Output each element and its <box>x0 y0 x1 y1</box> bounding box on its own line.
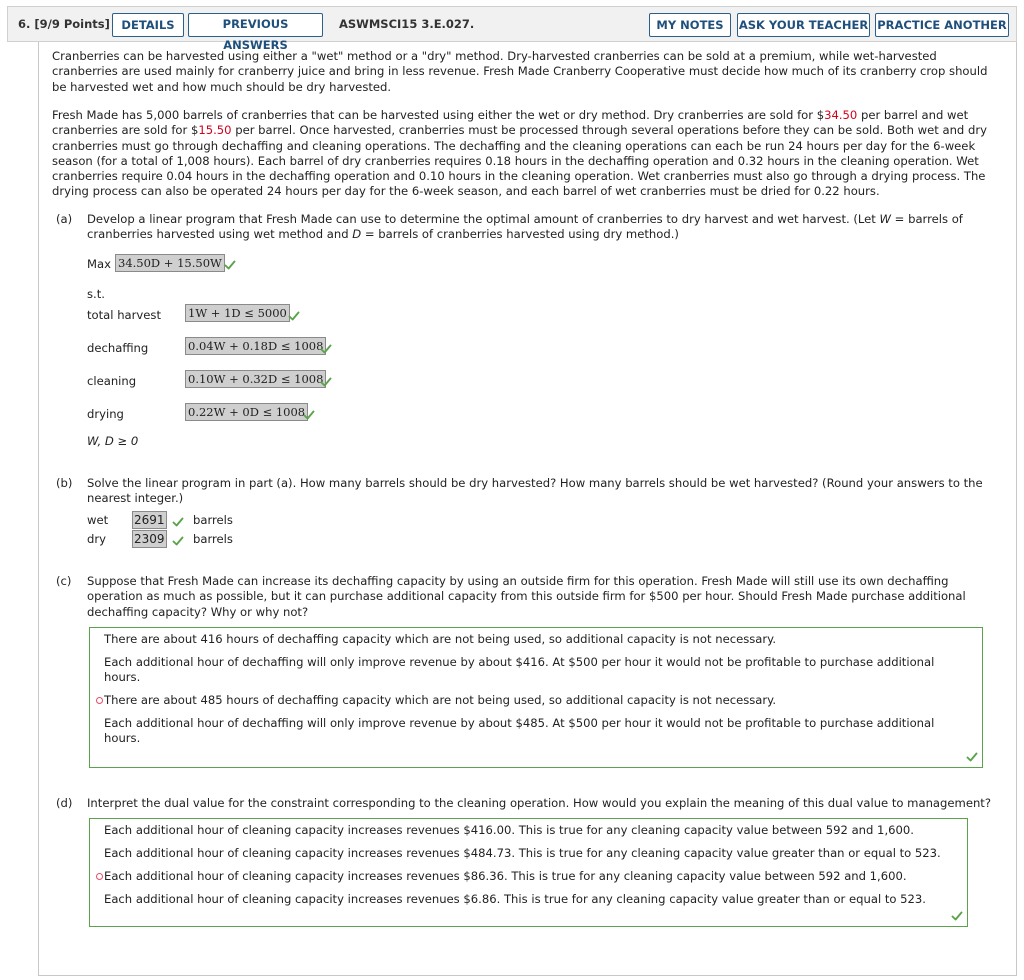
answer-option-selected[interactable] <box>104 693 954 708</box>
wet-price: 15.50 <box>198 123 232 138</box>
constraint-label-drying: drying <box>87 407 124 421</box>
answer-option[interactable] <box>104 892 954 907</box>
part-d-letter: (d) <box>56 796 73 810</box>
question-body <box>38 42 1017 976</box>
constraint-label-dechaffing: dechaffing <box>87 341 149 355</box>
answer-option[interactable] <box>104 716 954 747</box>
dry-unit: barrels <box>193 532 233 546</box>
radio-selected-icon <box>96 697 103 704</box>
intro-text: per barrel. Once harvested, cranberries must be processed through several operations before they can be sold. Both wet and dry cranberries must go through dechaffing and cleaning operations. The dechaffing and the cleaning operations can each be run 24 hours per day for the 6-week season (for a total of 1,008 hours). Each barrel of dry cranberries requires 0.18 hours in the dechaffing operation and 0.32 hours in the cleaning operation. Wet cranberries require 0.04 hours in the dechaffing operation and 0.10 hours in the cleaning operation. Wet cranberries must also go through a drying process. The drying process can also be operated 24 hours per day for the 6-week season, and each barrel of wet cranberries must be dried for 0.22 hours. <box>52 123 987 199</box>
answer-option[interactable] <box>104 823 954 838</box>
dry-label: dry <box>87 532 106 546</box>
wet-answer[interactable]: 2691 <box>134 513 165 527</box>
constraint-label-cleaning: cleaning <box>87 374 137 388</box>
dry-price: 34.50 <box>824 108 858 122</box>
details-button[interactable]: DETAILS <box>112 13 184 37</box>
answer-option[interactable] <box>104 632 954 647</box>
answer-option-text: Each additional hour of cleaning capacity increases revenues $484.73. This is true for any cleaning capacity value greater than or equal to 523. <box>104 846 941 860</box>
answer-option-text: Each additional hour of cleaning capacity increases revenues $86.36. This is true for any cleaning capacity value between 592 and 1,600. <box>104 869 907 883</box>
max-label: Max <box>87 257 111 271</box>
answer-option[interactable] <box>104 655 954 686</box>
ask-your-teacher-button[interactable]: ASK YOUR TEACHER <box>737 13 870 37</box>
answer-option-text: There are about 485 hours of dechaffing capacity which are not being used, so additional capacity is not necessary. <box>104 693 777 707</box>
intro-paragraph-1: Cranberries can be harvested using either a "wet" method or a "dry" method. Dry-harvested cranberries can be sold at a premium, while wet-harvested cranberries are used mainly for cranberry juice and bring in less revenue. Fresh Made Cranberry Cooperative must decide how much of its cranberry crop should be harvested wet and how much should be dry harvested. <box>52 49 988 94</box>
check-icon <box>303 409 315 421</box>
part-a-question <box>87 212 992 243</box>
constraint-label-total-harvest: total harvest <box>87 308 161 322</box>
answer-option-text: Each additional hour of cleaning capacity increases revenues $6.86. This is true for any cleaning capacity value greater than or equal to 523. <box>104 892 926 906</box>
variable-w: W <box>879 212 891 226</box>
my-notes-button[interactable]: MY NOTES <box>649 13 731 37</box>
check-icon <box>172 516 184 528</box>
answer-option-text: There are about 416 hours of dechaffing capacity which are not being used, so additional capacity is not necessary. <box>104 632 777 646</box>
nonnegativity-constraint: W, D ≥ 0 <box>87 434 139 448</box>
part-c-answer-box <box>89 627 983 768</box>
part-a-letter: (a) <box>56 212 73 226</box>
check-icon <box>320 343 332 355</box>
question-number: 6. [9/9 Points] <box>18 17 110 31</box>
answer-option[interactable] <box>104 846 954 861</box>
constraint-answer-total-harvest[interactable]: 1W + 1D ≤ 5000 <box>185 304 290 322</box>
check-icon <box>951 910 963 922</box>
constraint-answer-drying[interactable]: 0.22W + 0D ≤ 1008 <box>185 403 308 421</box>
wet-label: wet <box>87 513 109 527</box>
part-b-letter: (b) <box>56 476 73 490</box>
check-icon <box>288 310 300 322</box>
previous-answers-button[interactable]: PREVIOUS ANSWERS <box>188 13 323 37</box>
answer-option-text: Each additional hour of dechaffing will only improve revenue by about $416. At $500 per hour it would not be profitable to purchase additional hours. <box>104 655 935 685</box>
wet-unit: barrels <box>193 513 233 527</box>
check-icon <box>320 376 332 388</box>
constraint-answer-cleaning[interactable]: 0.10W + 0.32D ≤ 1008 <box>185 370 326 388</box>
question-text: = barrels of cranberries harvested using wet method and <box>87 212 963 242</box>
part-c-letter: (c) <box>56 574 72 588</box>
check-icon <box>224 259 236 271</box>
intro-text: per barrel and wet cranberries are sold for $ <box>52 108 969 138</box>
objective-answer[interactable]: 34.50D + 15.50W <box>115 254 225 272</box>
part-c-question: Suppose that Fresh Made can increase its dechaffing capacity by using an outside firm for this operation. Fresh Made will still use its own dechaffing operation as much as possible, but it can purchase additional capacity from this outside firm for $500 per hour. Should Fresh Made purchase additional dechaffing capacity? Why or why not? <box>87 574 966 619</box>
st-label: s.t. <box>87 287 105 301</box>
part-d-question: Interpret the dual value for the constraint corresponding to the cleaning operation. How would you explain the meaning of this dual value to management? <box>87 796 992 810</box>
answer-option-selected[interactable] <box>104 869 954 884</box>
constraint-answer-dechaffing[interactable]: 0.04W + 0.18D ≤ 1008 <box>185 337 326 355</box>
variable-d: D <box>352 227 362 242</box>
question-text: Develop a linear program that Fresh Made can use to determine the optimal amount of cranberries to dry harvest and wet harvest. (Let <box>87 212 880 226</box>
question-header <box>7 6 1017 52</box>
check-icon <box>172 535 184 547</box>
question-code: ASWMSCI15 3.E.027. <box>339 17 475 31</box>
part-b-question: Solve the linear program in part (a). How many barrels should be dry harvested? How many barrels should be wet harvested? (Round your answers to the nearest integer.) <box>87 476 983 506</box>
intro-text: Fresh Made has 5,000 barrels of cranberries that can be harvested using either the wet or dry method. Dry cranberries are sold for $ <box>52 108 825 122</box>
dry-answer[interactable]: 2309 <box>134 532 165 546</box>
intro-paragraph-2 <box>52 108 1002 200</box>
answer-option-text: Each additional hour of cleaning capacity increases revenues $416.00. This is true for any cleaning capacity value between 592 and 1,600. <box>104 823 914 837</box>
practice-another-button[interactable]: PRACTICE ANOTHER <box>875 13 1009 37</box>
radio-selected-icon <box>96 873 103 880</box>
question-text: = barrels of cranberries harvested using dry method.) <box>361 227 679 242</box>
check-icon <box>966 751 978 763</box>
answer-option-text: Each additional hour of dechaffing will only improve revenue by about $485. At $500 per hour it would not be profitable to purchase additional hours. <box>104 716 935 746</box>
part-d-answer-box <box>89 818 968 927</box>
